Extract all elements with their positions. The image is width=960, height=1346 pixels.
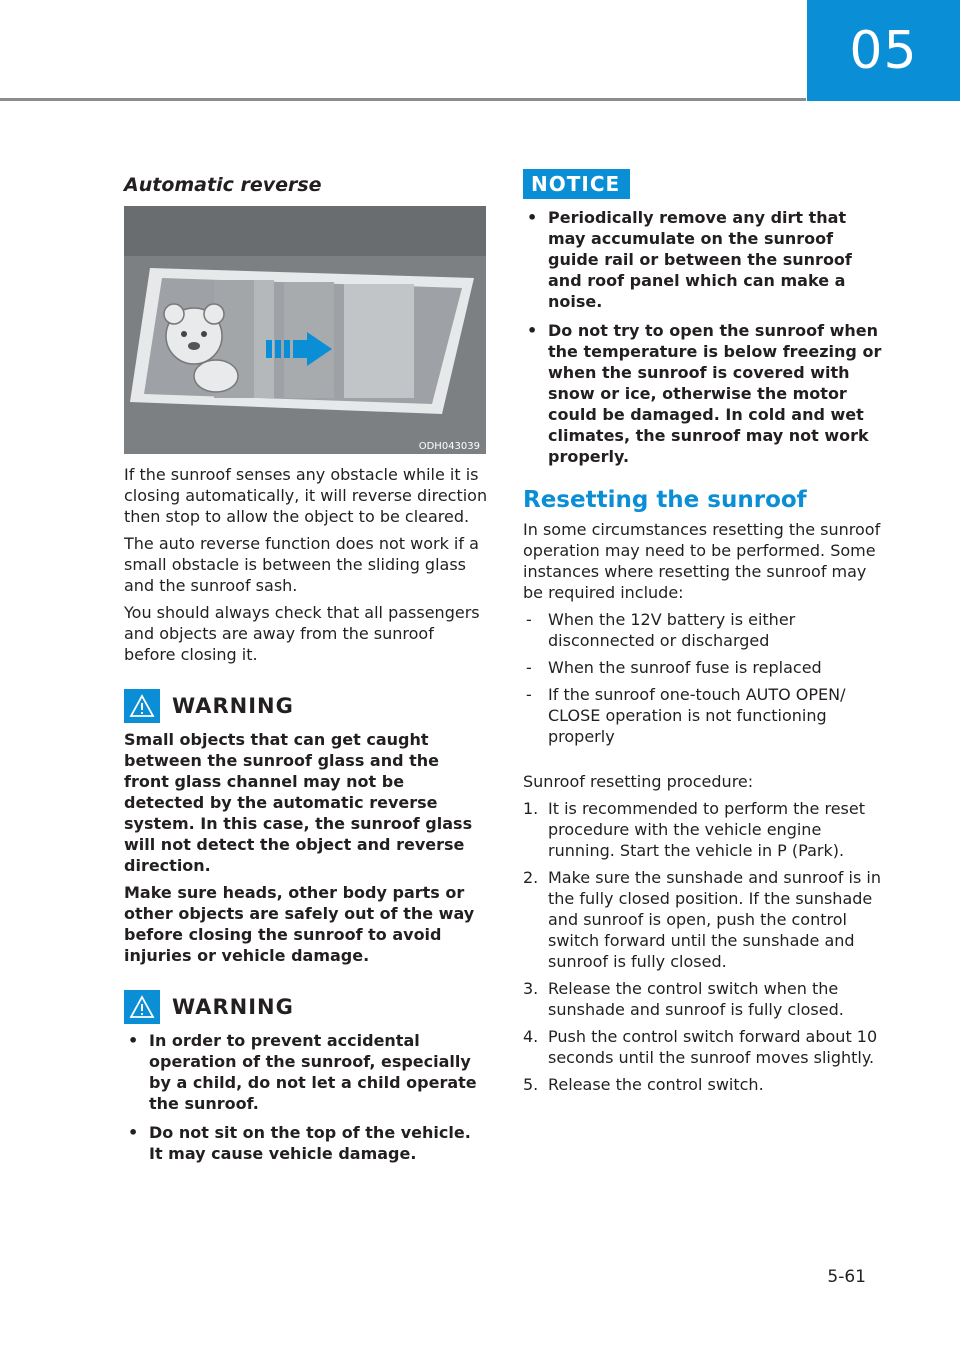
- step-item: 4. Push the control switch forward about 10 seconds until the sunroof moves slightly.: [523, 1027, 878, 1067]
- chapter-number: 05: [849, 20, 918, 81]
- step-item: 3. Release the control switch when the sunshade and sunroof is fully closed.: [523, 979, 844, 1019]
- paragraph: If the sunroof senses any obstacle while it is closing automatically, it will reverse direction then stop to allow the object to be cleared.: [124, 465, 488, 526]
- procedure-label: Sunroof resetting procedure:: [523, 772, 754, 791]
- conditions-list: [523, 609, 888, 747]
- figure-code: ODH043039: [418, 441, 480, 452]
- section-intro: In some circumstances resetting the sunroof operation may need to be performed. Some instances where resetting the sunroof may be required include:: [523, 520, 881, 602]
- list-item: - If the sunroof one-touch AUTO OPEN/ CLOSE operation is not functioning properly: [526, 685, 846, 746]
- notice-box: [523, 169, 888, 467]
- paragraph: The auto reverse function does not work if a small obstacle is between the sliding glass and the sunroof sash.: [124, 534, 479, 595]
- sunroof-illustration: [124, 206, 486, 454]
- list-item: - When the sunroof fuse is replaced: [526, 658, 822, 677]
- notice-badge: NOTICE: [523, 169, 630, 199]
- warning-list: [124, 1030, 488, 1164]
- warning-triangle-icon: [124, 990, 160, 1024]
- step-item: 1. It is recommended to perform the reset procedure with the vehicle engine running. Start the vehicle in P (Park).: [523, 799, 865, 860]
- warning-title: WARNING: [172, 995, 294, 1019]
- warning-heading: [124, 990, 488, 1024]
- warning-text: Make sure heads, other body parts or other objects are safely out of the way before closing the sunroof to avoid injuries or vehicle damage.: [124, 883, 475, 965]
- warning-box: [124, 689, 488, 966]
- list-item: • Do not sit on the top of the vehicle. It may cause vehicle damage.: [128, 1123, 471, 1163]
- chapter-tab: [807, 0, 960, 101]
- reverse-description: [124, 464, 488, 1172]
- header-rule: [0, 98, 806, 101]
- section-subtitle: Automatic reverse: [124, 174, 322, 196]
- warning-title: WARNING: [172, 694, 294, 718]
- page-number: 5-61: [827, 1267, 866, 1287]
- list-item: • In order to prevent accidental operation of the sunroof, especially by a child, do not let a child operate the sunroof.: [128, 1031, 477, 1113]
- warning-box: [124, 990, 488, 1164]
- sunroof-figure: [124, 206, 486, 454]
- step-item: 2. Make sure the sunshade and sunroof is in the fully closed position. If the sunshade and sunroof is open, push the control switch forward until the sunshade and sunroof is fully closed.: [523, 868, 881, 971]
- warning-text: Small objects that can get caught between the sunroof glass and the front glass channel may not be detected by the automatic reverse system. In this case, the sunroof glass will not detect the object and reverse direction.: [124, 730, 473, 875]
- right-column: [523, 169, 888, 1101]
- list-item: • Periodically remove any dirt that may accumulate on the sunroof guide rail or between the sunroof and roof panel which can make a noise.: [527, 208, 852, 311]
- list-item: - When the 12V battery is either disconnected or discharged: [526, 610, 796, 650]
- procedure-steps: [523, 798, 888, 1095]
- step-item: 5. Release the control switch.: [523, 1075, 764, 1094]
- section-title: Resetting the sunroof: [523, 487, 807, 513]
- paragraph: You should always check that all passengers and objects are away from the sunroof before closing it.: [124, 603, 480, 664]
- notice-list: [523, 207, 888, 467]
- list-item: • Do not try to open the sunroof when the temperature is below freezing or when the sunroof is covered with snow or ice, otherwise the motor could be damaged. In cold and wet climates, the sunroof may not work properly.: [527, 321, 882, 466]
- warning-heading: [124, 689, 488, 723]
- warning-triangle-icon: [124, 689, 160, 723]
